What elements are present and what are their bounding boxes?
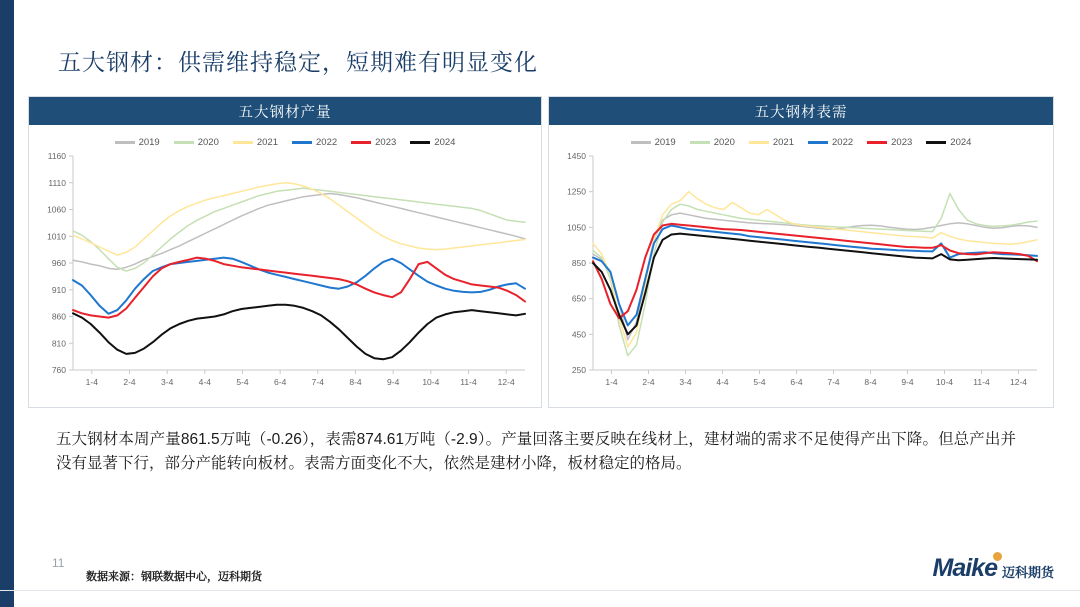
svg-text:5-4: 5-4 [236,377,249,387]
legend-item-2023 [867,137,912,148]
legend-item-2020 [690,137,735,148]
svg-text:4-4: 4-4 [716,377,729,387]
svg-text:1160: 1160 [47,151,66,161]
page-title: 五大钢材：供需维持稳定，短期难有明显变化 [58,49,538,75]
chart-panel-demand [548,96,1054,408]
legend-item-2019 [631,137,676,148]
svg-text:12-4: 12-4 [497,377,515,387]
svg-text:250: 250 [571,365,586,375]
data-source: 数据来源：钢联数据中心，迈科期货 [86,571,262,583]
svg-text:960: 960 [51,258,66,268]
legend-label: 2023 [375,137,397,148]
legend-label: 2023 [891,137,913,148]
svg-text:8-4: 8-4 [349,377,362,387]
svg-text:2-4: 2-4 [642,377,655,387]
legend-label: 2020 [713,137,735,148]
svg-text:9-4: 9-4 [387,377,400,387]
svg-text:8-4: 8-4 [864,377,877,387]
legend-item-2022 [808,137,853,148]
svg-text:1-4: 1-4 [85,377,98,387]
legend-label: 2019 [654,137,676,148]
left-accent-bar [0,0,14,607]
chart-title-production: 五大钢材产量 [29,97,541,125]
svg-text:2-4: 2-4 [123,377,136,387]
legend-label: 2021 [256,137,278,148]
legend-item-2019 [115,137,160,148]
svg-text:1250: 1250 [567,186,586,197]
legend-item-2024 [410,137,455,148]
svg-text:3-4: 3-4 [161,377,174,387]
chart-title-demand: 五大钢材表需 [549,97,1053,125]
legend-label: 2024 [950,137,972,148]
legend-swatch-icon [115,141,135,144]
legend-swatch-icon [867,141,887,144]
legend-item-2021 [233,137,278,148]
legend-label: 2020 [197,137,219,148]
legend-swatch-icon [749,141,769,144]
svg-text:910: 910 [51,284,66,295]
svg-text:4-4: 4-4 [198,377,211,387]
chart-legend-production [29,137,541,148]
svg-text:9-4: 9-4 [901,377,914,387]
svg-text:11-4: 11-4 [973,377,990,387]
svg-text:860: 860 [51,311,66,322]
legend-item-2020 [174,137,219,148]
svg-text:12-4: 12-4 [1009,377,1028,387]
legend-label: 2021 [772,137,794,148]
chart-panel-production [28,96,542,408]
svg-text:10-4: 10-4 [422,377,440,387]
legend-swatch-icon [808,141,828,144]
legend-label: 2022 [832,137,854,148]
logo-chinese-name: 迈科期货 [1001,565,1054,581]
legend-swatch-icon [690,141,710,144]
svg-text:810: 810 [51,338,66,349]
legend-label: 2024 [434,137,456,148]
svg-text:1450: 1450 [567,151,586,161]
brand-logo [933,556,1055,581]
legend-item-2024 [926,137,971,148]
legend-swatch-icon [351,141,371,144]
legend-label: 2022 [316,137,338,148]
svg-text:5-4: 5-4 [753,377,766,387]
legend-item-2021 [749,137,794,148]
legend-label: 2019 [138,137,160,148]
legend-swatch-icon [631,141,651,144]
legend-swatch-icon [410,141,430,144]
page-number: 11 [52,556,65,570]
svg-text:6-4: 6-4 [274,377,287,387]
logo-wordmark: Maike [932,554,997,582]
svg-text:7-4: 7-4 [311,377,324,387]
footer-divider [0,590,1080,591]
svg-text:7-4: 7-4 [827,377,840,387]
svg-text:450: 450 [571,329,586,340]
chart-legend-demand [549,137,1053,148]
legend-swatch-icon [233,141,253,144]
legend-item-2022 [292,137,337,148]
legend-swatch-icon [292,141,312,144]
legend-swatch-icon [174,141,194,144]
svg-text:10-4: 10-4 [935,377,954,387]
svg-text:760: 760 [51,365,66,375]
slide-caption: 五大钢材本周产量861.5万吨（-0.26），表需874.61万吨（-2.9）。产量回落主要反映在线材上，建材端的需求不足使得产出下降。但总产出并没有显著下行，部分产能转向板材。表需方面变化不大，依然是建材小降，板材稳定的格局。 [56,431,1016,473]
svg-text:3-4: 3-4 [679,377,692,387]
svg-text:11-4: 11-4 [460,377,477,387]
chart-plot-demand [549,148,1053,398]
svg-text:1-4: 1-4 [605,377,618,387]
legend-swatch-icon [926,141,946,144]
svg-text:1110: 1110 [48,177,66,188]
svg-text:1010: 1010 [47,231,66,242]
chart-plot-production [29,148,541,398]
svg-text:1050: 1050 [567,222,586,233]
svg-text:650: 650 [571,293,586,304]
svg-text:1060: 1060 [47,204,66,215]
svg-text:850: 850 [571,258,586,268]
legend-item-2023 [351,137,396,148]
svg-text:6-4: 6-4 [790,377,803,387]
